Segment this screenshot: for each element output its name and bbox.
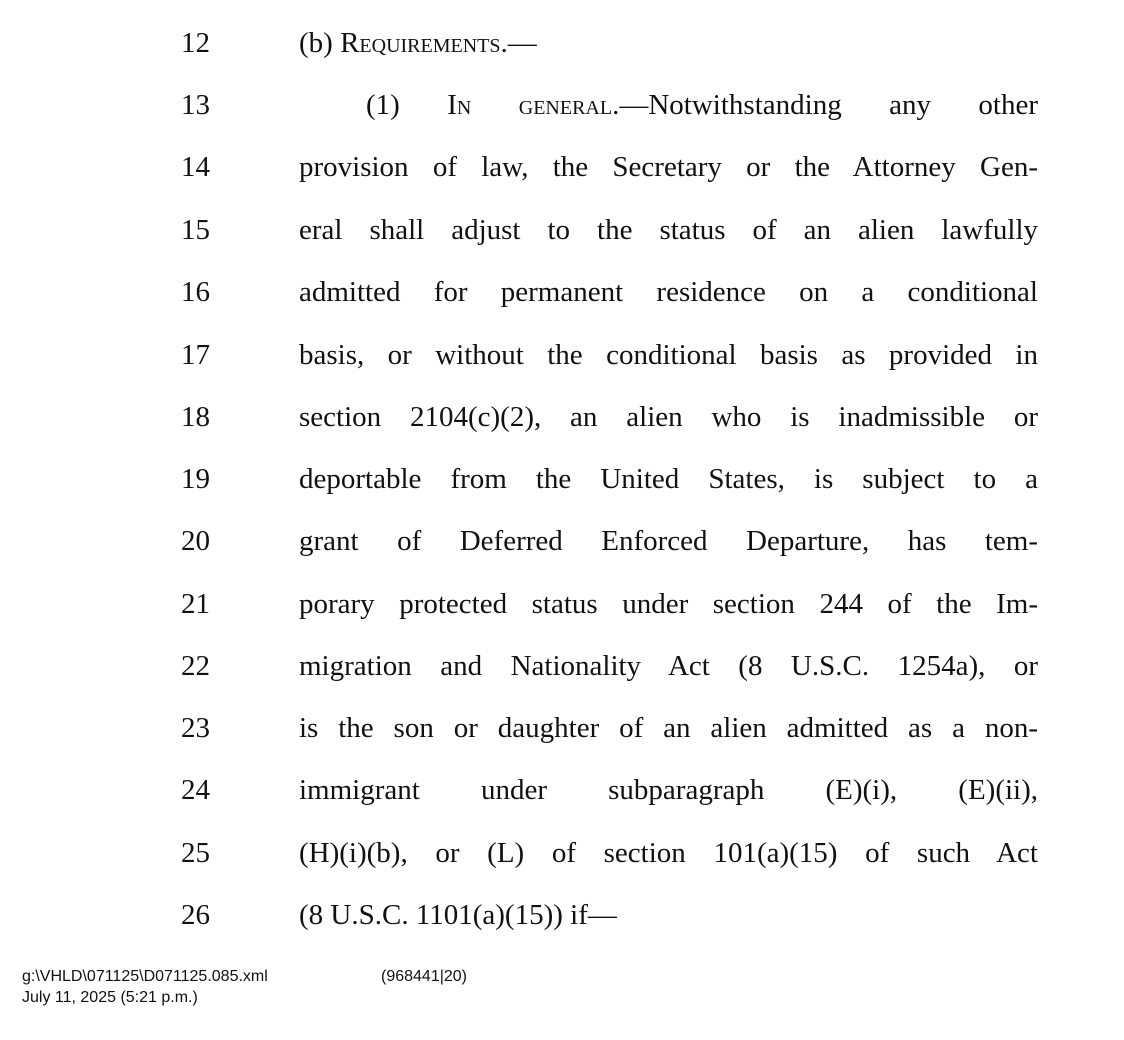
line-text: is the son or daughter of an alien admitted as a non-: [299, 712, 1038, 744]
line-number: 15: [181, 214, 210, 246]
text-line: [0, 708, 1124, 748]
text-line: [0, 335, 1124, 375]
line-number: 16: [181, 276, 210, 308]
line-number: 23: [181, 712, 210, 744]
paragraph-label: (1): [366, 89, 448, 121]
text-line: [0, 521, 1124, 561]
section-heading: In general.: [447, 89, 620, 121]
line-text: eral shall adjust to the status of an alien lawfully: [299, 214, 1038, 246]
line-text: porary protected status under section 244 of the Im-: [299, 588, 1038, 620]
line-number: 20: [181, 525, 210, 557]
line-text: (H)(i)(b), or (L) of section 101(a)(15) of such Act: [299, 837, 1038, 869]
line-number: 26: [181, 899, 210, 931]
line-text: [299, 23, 1038, 63]
footer-date: July 11, 2025 (5:21 p.m.): [22, 989, 198, 1006]
text-line: [0, 23, 1124, 63]
line-text: migration and Nationality Act (8 U.S.C. 1254a), or: [299, 650, 1038, 682]
line-text: admitted for permanent residence on a conditional: [299, 276, 1038, 308]
text-line: [0, 272, 1124, 312]
line-number: 14: [181, 151, 210, 183]
text-line: [0, 646, 1124, 686]
footer-job-code: (968441|20): [381, 968, 467, 985]
line-text: section 2104(c)(2), an alien who is inadmissible or: [299, 401, 1038, 433]
line-text: provision of law, the Secretary or the Attorney Gen-: [299, 151, 1038, 183]
paragraph-label: (b): [299, 27, 341, 59]
line-number: 22: [181, 650, 210, 682]
line-number: 17: [181, 339, 210, 371]
text-line: [0, 584, 1124, 624]
line-number: 12: [181, 27, 210, 59]
line-text: grant of Deferred Enforced Departure, has tem-: [299, 525, 1038, 557]
text-line: [0, 210, 1124, 250]
line-text: [366, 85, 1038, 125]
line-text: deportable from the United States, is subject to a: [299, 463, 1038, 495]
line-text: basis, or without the conditional basis as provided in: [299, 339, 1038, 371]
line-number: 25: [181, 837, 210, 869]
line-body: —Notwithstanding any other: [619, 89, 1038, 121]
line-number: 13: [181, 89, 210, 121]
line-text: (8 U.S.C. 1101(a)(15)) if—: [299, 899, 617, 931]
text-line: [0, 459, 1124, 499]
text-line: [0, 397, 1124, 437]
text-line: [0, 895, 1124, 935]
line-number: 21: [181, 588, 210, 620]
footer-file-path: g:\VHLD\071125\D071125.085.xml: [22, 968, 268, 985]
text-line: [0, 85, 1124, 125]
heading-dash: —: [507, 27, 537, 59]
line-number: 18: [181, 401, 210, 433]
line-text: immigrant under subparagraph (E)(i), (E)(ii),: [299, 774, 1038, 806]
section-heading: Requirements.: [340, 27, 508, 59]
line-number: 19: [181, 463, 210, 495]
line-number: 24: [181, 774, 210, 806]
text-line: [0, 833, 1124, 873]
text-line: [0, 770, 1124, 810]
text-line: [0, 147, 1124, 187]
